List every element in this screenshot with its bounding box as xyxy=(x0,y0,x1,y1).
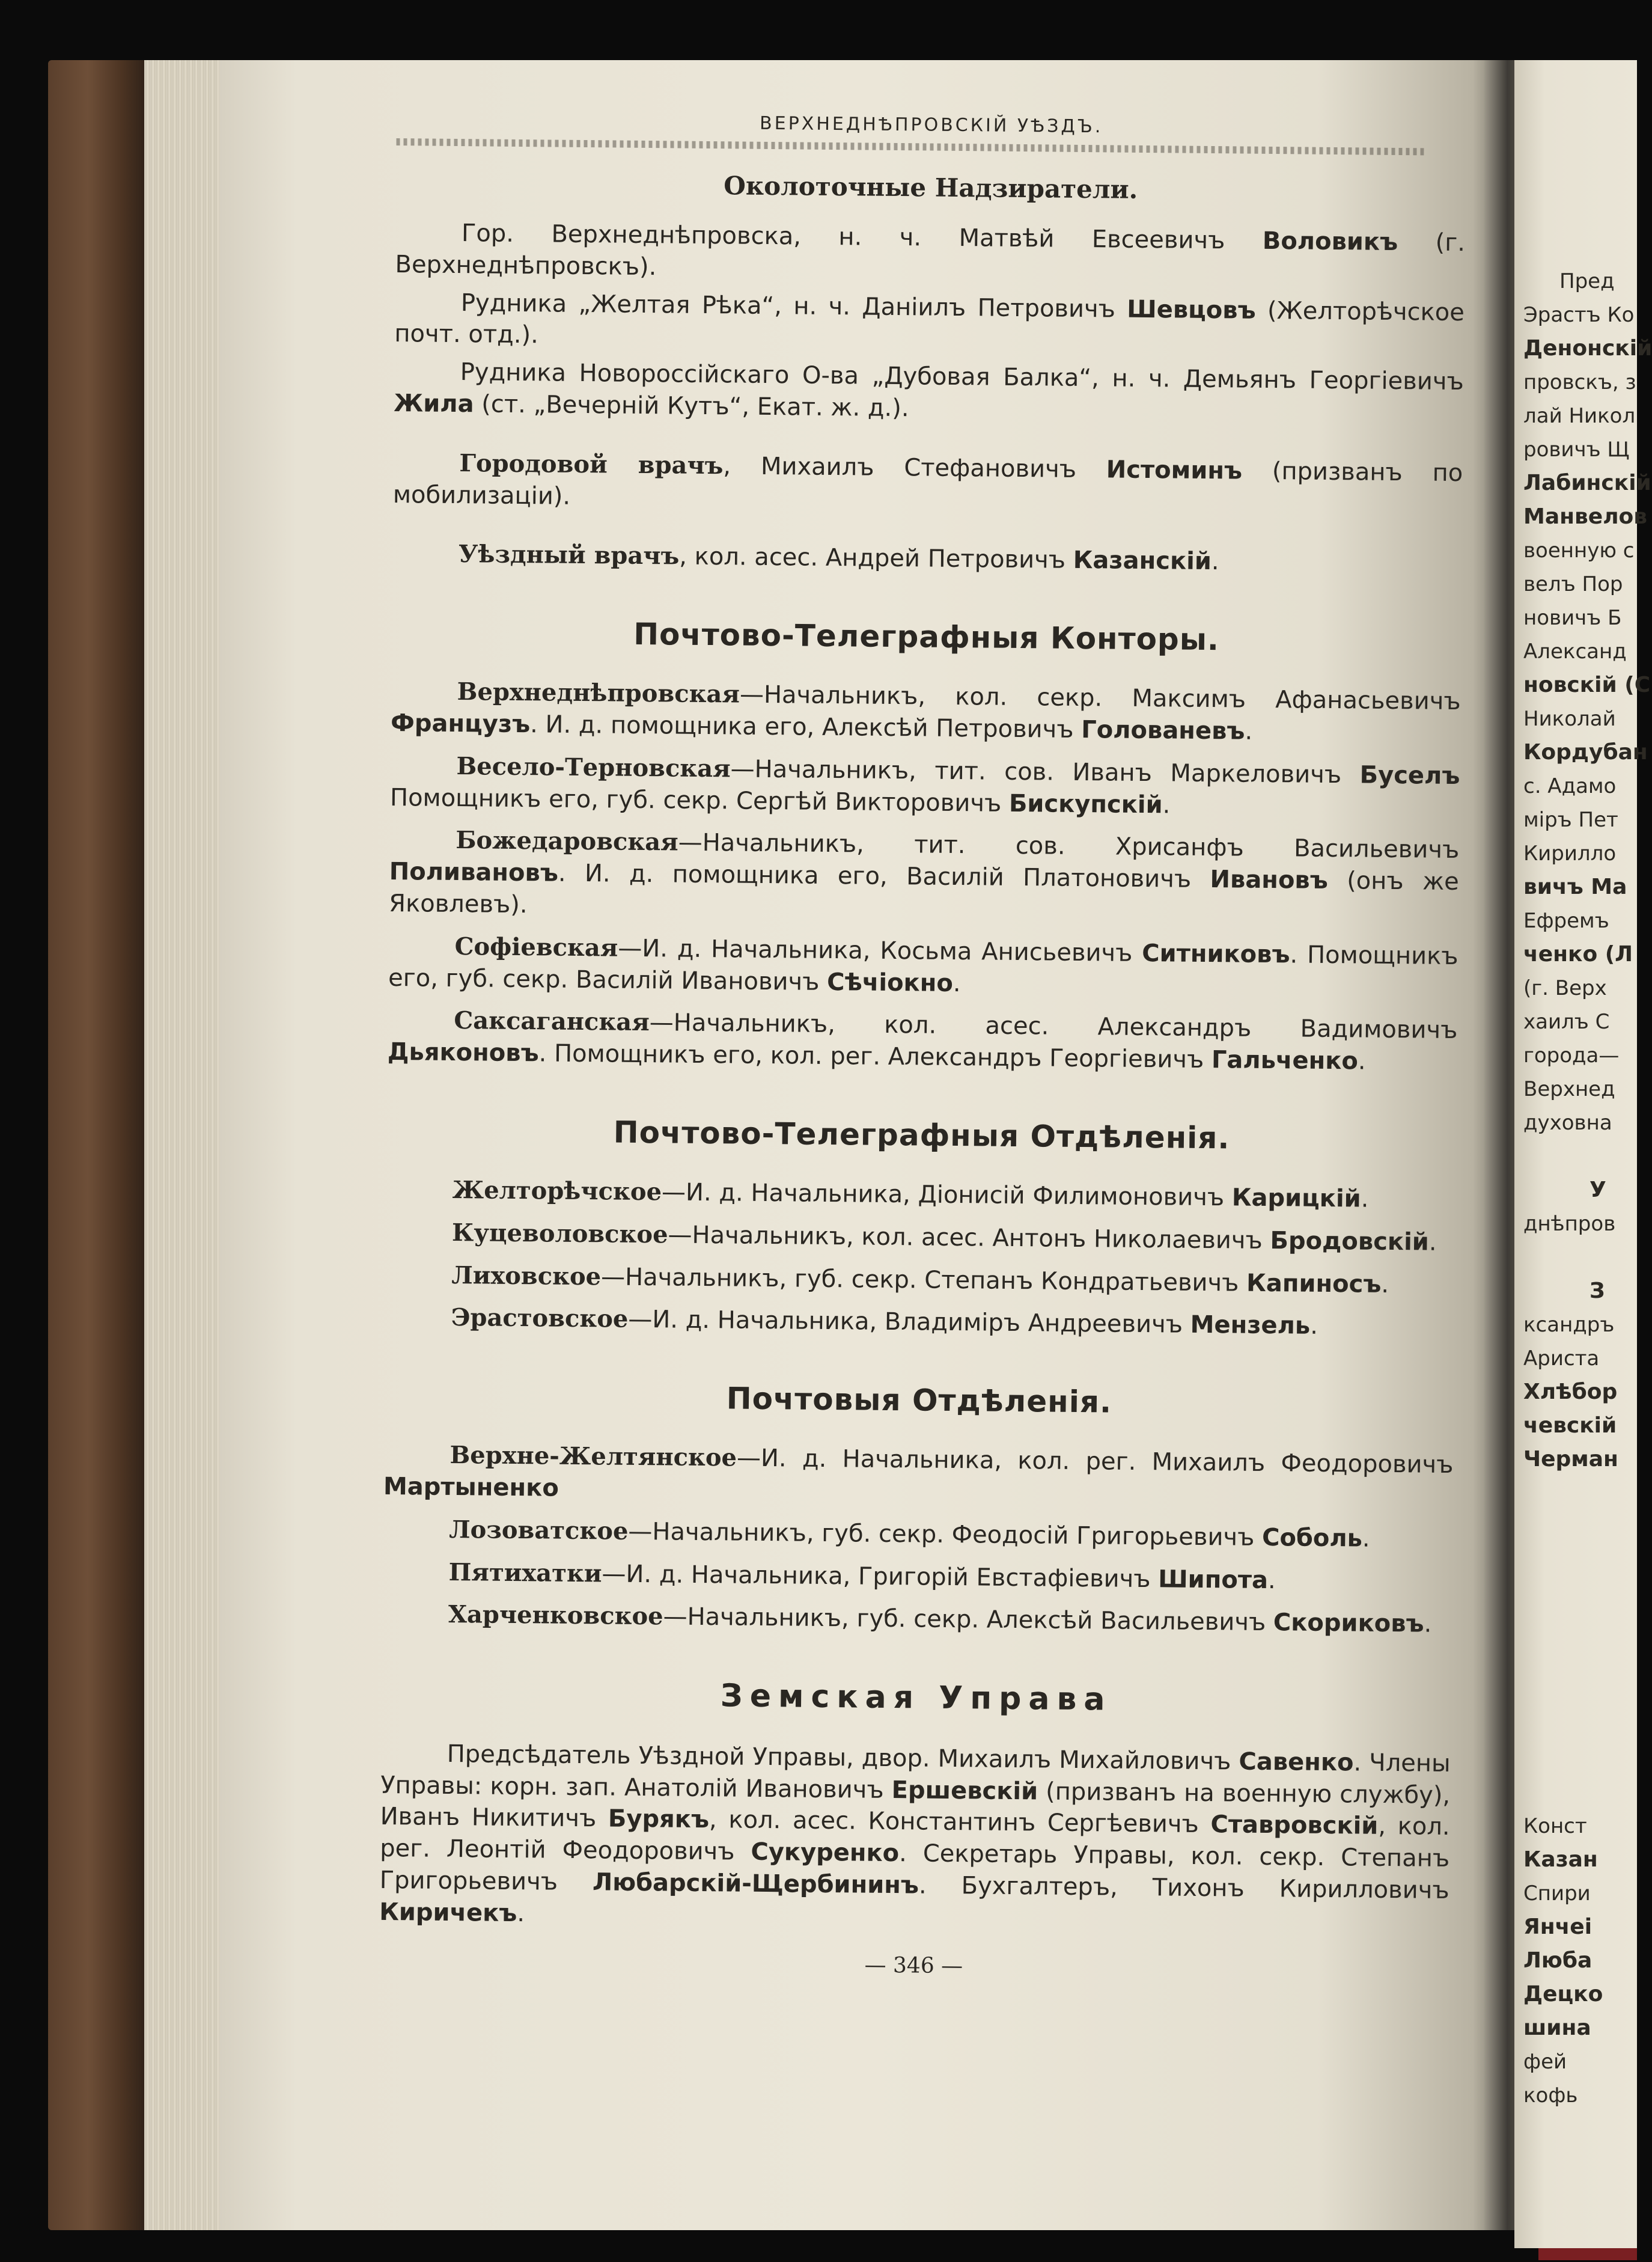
entry-kharchenkovskoe: Харченковское—Начальникъ, губ. секр. Алексѣй Васильевичъ Скориковъ. xyxy=(448,1600,1432,1638)
fragment-line: Верхнед xyxy=(1523,1077,1615,1101)
fragment-line: лай Никол xyxy=(1523,404,1636,428)
fragment-line: ченко (Л xyxy=(1523,942,1633,967)
book-spine xyxy=(48,60,147,2230)
entry-sofievskaya: Софіевская—И. д. Начальника, Косьма Анисьевичъ Ситниковъ. Помощникъ его, губ. секр. Василій Ивановичъ Сѣчіокно. xyxy=(388,932,1458,997)
fragment-line: Децко xyxy=(1523,1982,1603,2007)
fragment-line: Ариста xyxy=(1523,1347,1600,1371)
fragment-line: Люба xyxy=(1523,1948,1593,1973)
fragment-line: хаилъ С xyxy=(1523,1010,1610,1034)
entry-erastovskoe: Эрастовское—И. д. Начальника, Владиміръ Андреевичъ Мензель. xyxy=(451,1303,1318,1340)
fragment-line: ксандръ xyxy=(1523,1313,1615,1337)
paragraph-shevtsov: Рудника „Желтая Рѣка“, н. ч. Даніилъ Петровичъ Шевцовъ (Желторѣчское почт. отд.). xyxy=(394,289,1465,349)
fragment-line xyxy=(1523,1241,1650,1274)
fragment-line: шина xyxy=(1523,2016,1591,2040)
fragment-line: чевскій xyxy=(1523,1413,1617,1438)
page-content xyxy=(379,108,1466,1985)
fragment-line: Казан xyxy=(1523,1847,1598,1872)
fragment-line: города— xyxy=(1523,1044,1620,1068)
fragment-line: Эрастъ Ко xyxy=(1523,303,1635,327)
fragment-line: с. Адамо xyxy=(1523,774,1617,798)
paragraph-uezdnyi-vrach: Уѣздный врачъ, кол. асес. Андрей Петровичъ Казанскій. xyxy=(458,540,1219,576)
fragment-line: Янчеі xyxy=(1523,1915,1593,1939)
right-page-text-fragments xyxy=(1523,264,1650,1476)
entry-pyatikhatki: Пятихатки—И. д. Начальника, Григорій Евстафіевичъ Шипота. xyxy=(448,1557,1276,1594)
section-title-pochtovye-otdeleniya: Почтовыя Отдѣленія. xyxy=(726,1381,1112,1420)
entry-likhovskoe: Лиховское—Начальникъ, губ. секр. Степанъ Кондратьевичъ Капиносъ. xyxy=(451,1261,1389,1298)
fragment-line: ровичъ Щ xyxy=(1523,438,1630,462)
entry-bozhedarovskaya: Божедаровская—Начальникъ, тит. сов. Хрисанфъ Васильевичъ Поливановъ. И. д. помощника его, Василій Платоновичъ Ивановъ (онъ же Яковлевъ). xyxy=(389,826,1460,919)
fragment-line: днѣпров xyxy=(1523,1212,1616,1236)
fragment-line: Пред xyxy=(1559,269,1615,293)
fragment-line: Конст xyxy=(1523,1814,1587,1838)
section-title-okolotochnye: Околоточные Надзиратели. xyxy=(724,170,1138,204)
right-page-bottom-fragments xyxy=(1523,1809,1650,2112)
entry-saksaganskaya: Саксаганская—Начальникъ, кол. асес. Александръ Вадимовичъ Дьяконовъ. Помощникъ его, кол. рег. Александръ Георгіевичъ Гальченко. xyxy=(387,1006,1458,1075)
page-number: — 346 — xyxy=(864,1952,963,1978)
paragraph-volovik: Гор. Верхнеднѣпровска, н. ч. Матвѣй Евсеевичъ Воловикъ (г. Верхнеднѣпровскъ). xyxy=(395,219,1466,281)
fragment-line: вичъ Ма xyxy=(1523,875,1627,899)
section-title-pocht-tel-kontory: Почтово-Телеграфныя Конторы. xyxy=(633,617,1220,658)
fragment-line: Александ xyxy=(1523,640,1627,664)
fragment-line: новичъ Б xyxy=(1523,606,1622,630)
section-title-zemskaya-uprava: Земская Управа xyxy=(720,1678,1112,1718)
entry-kutsevolovskoe: Куцеволовское—Начальникъ, кол. асес. Антонъ Николаевичъ Бродовскій. xyxy=(451,1218,1437,1256)
section-title-pocht-tel-otdeleniya: Почтово-Телеграфныя Отдѣленія. xyxy=(613,1114,1230,1156)
fragment-line: Николай xyxy=(1523,707,1616,731)
entry-verkhnedneprovskaya: Верхнеднѣпровская—Начальникъ, кол. секр. Максимъ Афанасьевичъ Французъ. И. д. помощника его, Алексѣй Петровичъ Голованевъ. xyxy=(390,677,1461,745)
entry-veselo-ternovskaya: Весело-Терновская—Начальникъ, тит. сов. Иванъ Маркеловичъ Буселъ Помощникъ его, губ. секр. Сергѣй Викторовичъ Бискупскій. xyxy=(389,751,1460,819)
fragment-line: Спири xyxy=(1523,1881,1591,1906)
entry-zheltorechskoe: Желторѣчское—И. д. Начальника, Діонисій Филимоновичъ Карицкій. xyxy=(452,1175,1369,1213)
running-head: ВЕРХНЕДНѢПРОВСКІЙ УѢЗДЪ. xyxy=(759,112,1103,138)
fragment-line xyxy=(1523,1140,1650,1173)
fragment-line: Денонскій xyxy=(1523,336,1652,361)
fragment-line: провскъ, з xyxy=(1523,370,1636,394)
fragment-line: велъ Пор xyxy=(1523,572,1623,596)
fragment-line: Кирилло xyxy=(1523,842,1617,866)
fragment-line: Черман xyxy=(1523,1447,1618,1472)
fragment-line: Манвелов xyxy=(1523,504,1648,529)
fragment-line: Ефремъ xyxy=(1523,909,1609,933)
paragraph-gorodovoi-vrach: Городовой врачъ, Михаилъ Стефановичъ Истоминъ (призванъ по мобилизаціи). xyxy=(392,448,1463,510)
page-edges xyxy=(144,60,222,2230)
fragment-line: духовна xyxy=(1523,1111,1612,1135)
fragment-line: фей xyxy=(1523,2050,1567,2074)
fragment-line: Кордубан xyxy=(1523,740,1648,765)
fragment-line: новскій (С xyxy=(1523,673,1651,697)
fragment-line: З xyxy=(1590,1279,1605,1303)
fragment-line: военную с xyxy=(1523,539,1635,563)
paragraph-zhila: Рудника Новороссійскаго О-ва „Дубовая Балка“, н. ч. Демьянъ Георгіевичъ Жила (ст. „Вечерній Кутъ“, Екат. ж. д.). xyxy=(394,358,1464,423)
header-rule xyxy=(396,138,1424,155)
entry-verkhne-zheltyanskoe: Верхне-Желтянское—И. д. Начальника, кол. рег. Михаилъ Феодоровичъ Мартыненко xyxy=(383,1441,1454,1502)
fragment-line: (г. Верх xyxy=(1523,976,1607,1000)
fragment-line: У xyxy=(1590,1178,1606,1202)
fragment-line: Лабинскій xyxy=(1523,471,1651,495)
entry-lozovatskoe: Лозоватское—Начальникъ, губ. секр. Феодосій Григорьевичъ Соболь. xyxy=(449,1515,1370,1553)
fragment-line: міръ Пет xyxy=(1523,808,1618,832)
fragment-line: Хлѣбор xyxy=(1523,1380,1618,1404)
fragment-line: кофь xyxy=(1523,2083,1578,2108)
paragraph-zemskaya-uprava: Предсѣдатель Уѣздной Управы, двор. Михаилъ Михайловичъ Савенко. Члены Управы: корн. зап. Анатолій Ивановичъ Ершевскій (призванъ на военную службу), Иванъ Никитичъ Бурякъ, кол. асес. Константинъ Сергѣевичъ Ставровскій, кол. рег. Леонтій Феодоровичъ Сукуренко. Секретарь Управы, кол. секр. Степанъ Григорьевичъ Любарскій-Щербининъ. Бухгалтеръ, Тихонъ Кирилловичъ Киричекъ. xyxy=(379,1740,1451,1927)
